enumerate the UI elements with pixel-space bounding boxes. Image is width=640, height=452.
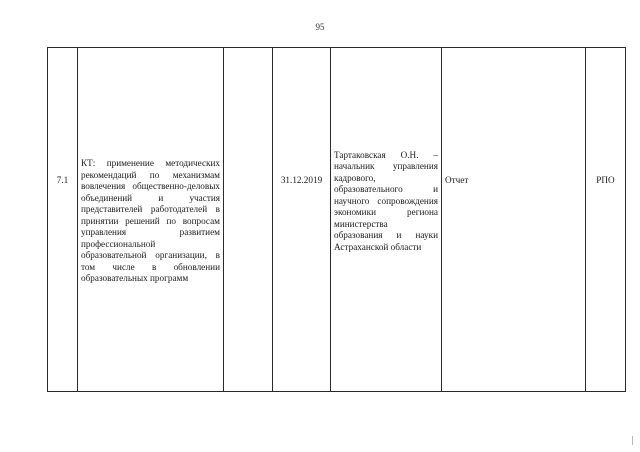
organization-cell: [586, 48, 626, 392]
control-point-description: КТ: применение методических рекомендаций по механизмам вовлечения общественно-деловых объединений и участия представителей работодателей в принятии решений по вопросам управления развитием профессиональной образовательной организации, в том числе в обновлении образовательных программ: [81, 158, 220, 284]
deadline-date: 31.12.2019: [280, 174, 323, 185]
organization-code: РПО: [596, 174, 615, 185]
document-table: [47, 47, 626, 392]
responsible-cell: [331, 48, 442, 392]
page-number: 95: [315, 22, 325, 32]
result-cell: [442, 48, 586, 392]
date-cell: [273, 48, 331, 392]
row-number: 7.1: [56, 174, 69, 185]
responsible-person: Тартаковская О.Н. – начальник управления кадрового, образовательного и научного сопровождения экономики региона министерства образования и науки Астраханской области: [334, 149, 438, 252]
scan-artifact: [632, 436, 633, 445]
empty-cell: [224, 48, 273, 392]
row-number-cell: [48, 48, 78, 392]
description-cell: [78, 48, 224, 392]
table-row: [48, 48, 626, 392]
result-type: Отчет: [445, 174, 469, 185]
